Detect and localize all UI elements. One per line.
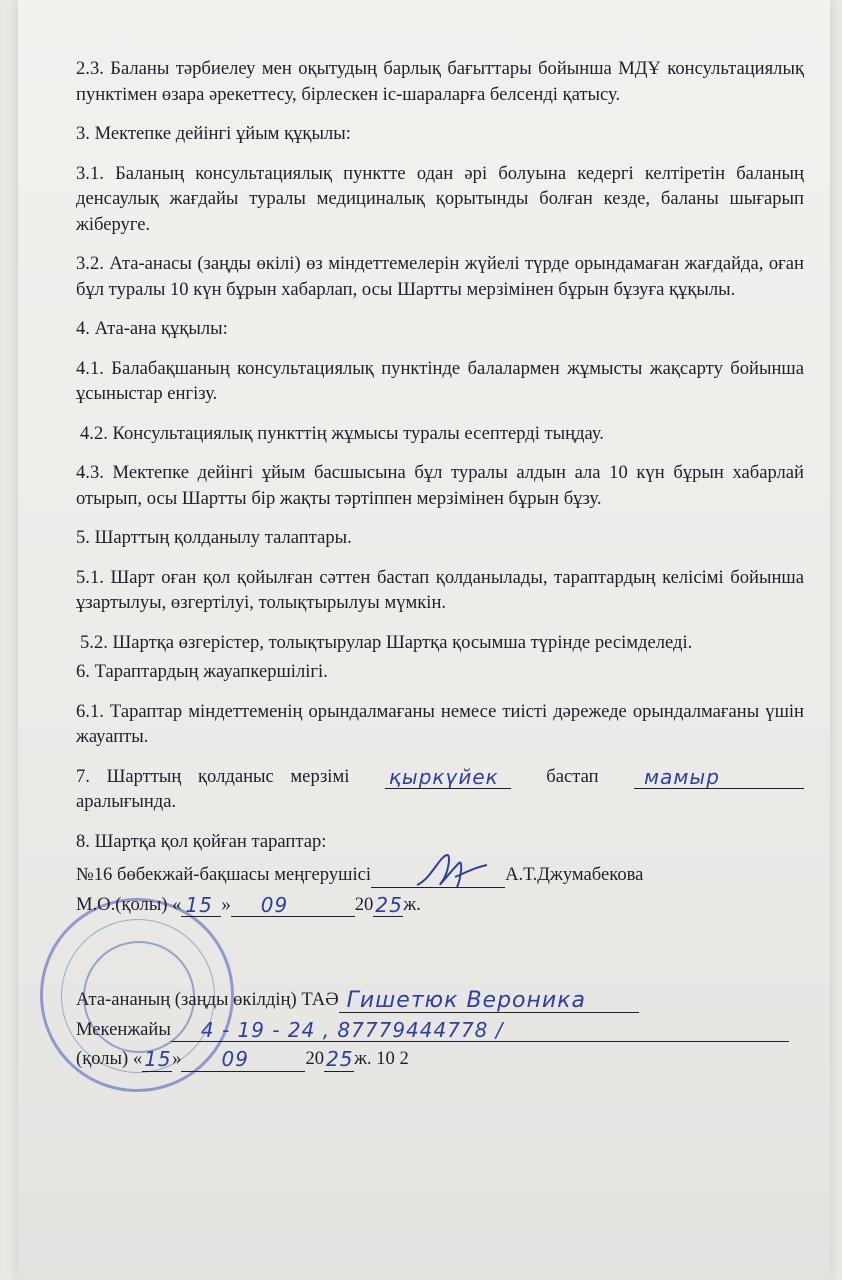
clause-7-label: 7. Шарттың қолданыс мерзімі [76, 765, 350, 787]
document-page [18, 0, 830, 1280]
head-year-value: 25 [375, 892, 403, 917]
parent-month-value: 09 [221, 1047, 249, 1071]
address-handwritten: 4 - 19 - 24 , 87779444778 / [200, 1017, 504, 1042]
term-end-handwritten: мамыр [644, 764, 720, 789]
term-start-field [385, 766, 511, 789]
head-year-field [373, 894, 403, 917]
clause-4-2: 4.2. Консультациялық пункттің жұмысы туралы есептерді тыңдау. [80, 422, 604, 444]
clause-6-1: 6.1. Тараптар міндеттеменің орындалмағаны немесе тиісті дәрежеде орындалмағаны үшін жауапты. [76, 700, 804, 747]
term-start-handwritten: қыркүйек [388, 764, 499, 789]
clause-7-from-word: бастап [546, 765, 599, 787]
head-date-label: М.О.(қолы) « [76, 893, 182, 915]
parent-year-value: 25 [326, 1047, 354, 1071]
address-label: Мекенжайы [76, 1018, 171, 1040]
parent-name-line [76, 987, 804, 1013]
head-month-field [231, 894, 355, 917]
head-day-field [181, 894, 221, 917]
head-label: №16 бөбекжай-бақшасы меңгерушісі [76, 864, 372, 885]
head-year-suffix: ж. [403, 893, 421, 915]
parent-name-handwritten: Гишетюк Вероника [346, 988, 586, 1013]
clause-2-3: 2.3. Баланы тәрбиелеу мен оқытудың барлық бағыттары бойынша МДҰ консультациялық пунктімен өзара әрекеттесу, бірлескен іс-шараларға белсенді қатысу. [76, 58, 804, 105]
parent-month-field [181, 1049, 305, 1072]
document-body [76, 56, 804, 1072]
parent-day-value: 15 [144, 1047, 172, 1071]
head-year-prefix: 20 [354, 893, 374, 915]
head-date-line [76, 892, 804, 918]
head-name: А.Т.Джумабекова [505, 864, 644, 885]
parent-name-field [339, 990, 639, 1013]
clause-5-2: 5.2. Шартқа өзгерістер, толықтырулар Шартқа қосымша түрінде ресімделеді. [80, 631, 693, 653]
clause-3-1: 3.1. Баланың консультациялық пунктте одан әрі болуына кедергі келтіретін баланың денсаулық жағдайы туралы медициналық қорытынды болған кезде, баланы шығарып жіберуге. [76, 162, 804, 235]
head-date-quote: » [221, 893, 231, 915]
address-line [76, 1017, 804, 1043]
parent-year-prefix: 20 [305, 1048, 325, 1069]
section-5-heading: 5. Шарттың қолданылу талаптары. [76, 527, 352, 548]
clause-4-1: 4.1. Балабақшаның консультациялық пунктінде балалармен жұмысты жақсарту бойынша ұсыныстар енгізу. [76, 357, 804, 404]
section-6-heading: 6. Тараптардың жауапкершілігі. [76, 661, 328, 682]
section-3-heading: 3. Мектепке дейінгі ұйым құқылы: [76, 123, 351, 144]
clause-4-3: 4.3. Мектепке дейінгі ұйым басшысына бұл туралы алдын ала 10 күн бұрын хабарлай отырып, осы Шартты бір жақты тәртіппен мерзімінен бұрын бұзу. [76, 462, 804, 509]
section-4-heading: 4. Ата-ана құқылы: [76, 318, 228, 339]
clause-7-tail: аралығында. [76, 791, 177, 812]
section-8-heading: 8. Шартқа қол қойған тараптар: [76, 830, 327, 852]
clause-7 [76, 764, 804, 815]
parent-label: Ата-ананың (заңды өкілдің) ТАӘ [76, 989, 339, 1010]
address-field [171, 1019, 789, 1042]
parent-date-label: (қолы) « [76, 1048, 143, 1069]
head-month-value: 09 [260, 892, 289, 917]
term-end-field [634, 766, 804, 789]
parent-day-field [142, 1049, 172, 1072]
head-signature-field [371, 865, 505, 888]
head-signature-line [76, 862, 804, 888]
clause-3-2: 3.2. Ата-анасы (заңды өкілі) өз міндеттемелерін жүйелі түрде орындамаған жағдайда, оған бұл туралы 10 күн бұрын хабарлап, осы Шартты мерзімінен бұрын бұзуға құқылы. [76, 253, 804, 300]
parent-date-line [76, 1046, 804, 1072]
parent-year-suffix: ж. 10 2 [354, 1048, 409, 1069]
parent-year-field [324, 1049, 354, 1072]
parent-date-quote: » [172, 1048, 182, 1069]
clause-5-1: 5.1. Шарт оған қол қойылған сәттен бастап қолданылады, тараптардың келісімі бойынша ұзартылуы, өзгертілуі, толықтырылуы мүмкін. [76, 566, 804, 613]
head-signature [411, 849, 491, 893]
head-day-value: 15 [185, 892, 213, 917]
